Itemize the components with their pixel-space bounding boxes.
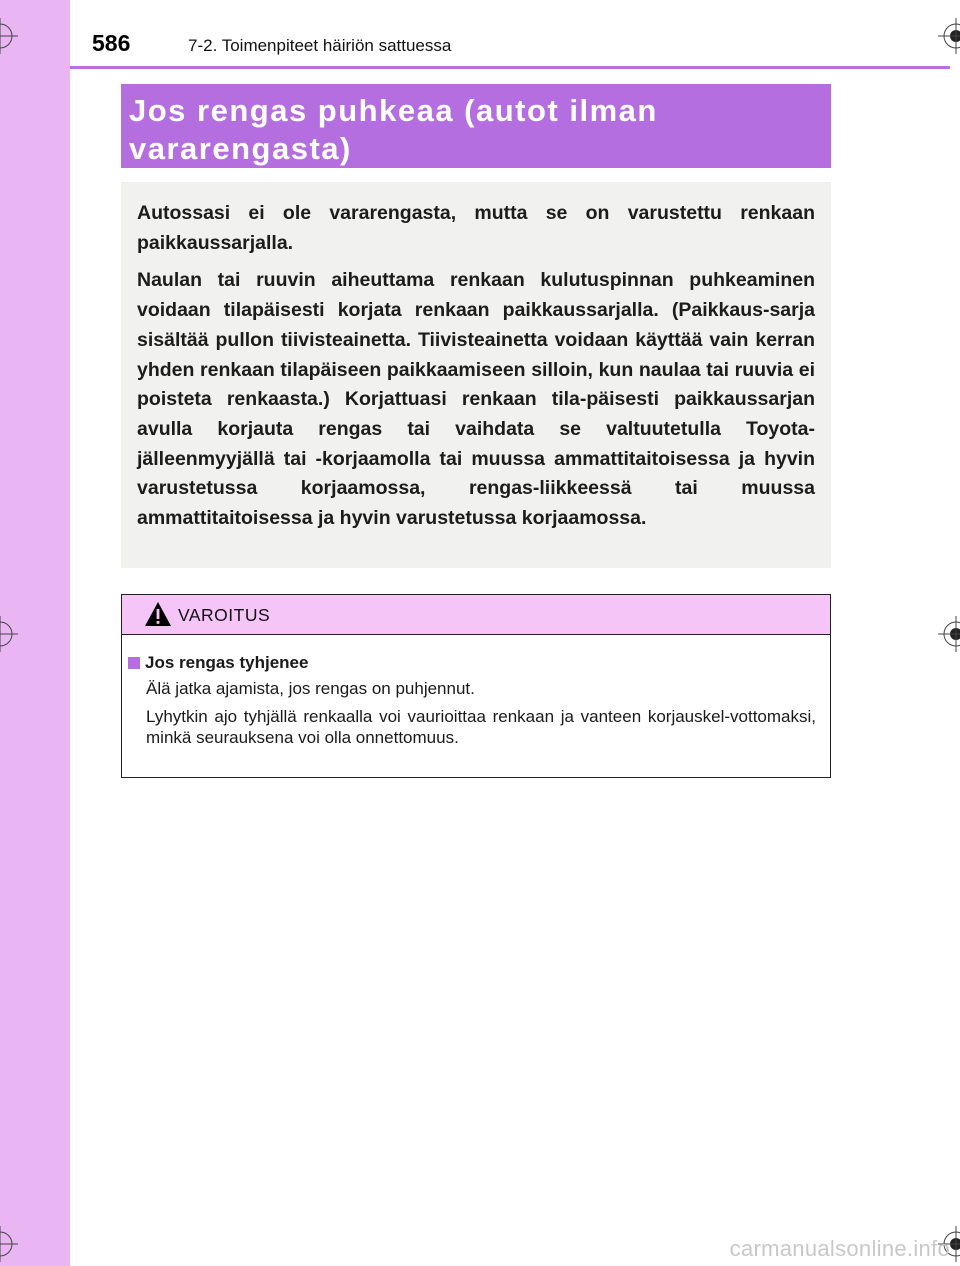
warning-subheading [128, 653, 816, 673]
registration-mark-icon [938, 616, 960, 652]
title-line-1: Jos rengas puhkeaa (autot ilman [129, 93, 658, 128]
registration-mark-icon [0, 18, 18, 54]
section-header: 7-2. Toimenpiteet häiriön sattuessa [188, 36, 452, 55]
intro-paragraph-2: Naulan tai ruuvin aiheuttama renkaan kulutuspinnan puhkeaminen voidaan tilapäisesti korjata renkaan paikkaussarjalla. (Paikkaus-sarja sisältää pullon tiivisteainetta. Tiivisteainetta voidaan käyttää vain kerran yhden renkaan tilapäiseen paikkaamiseen silloin, kun naulaa tai ruuvia ei poisteta renkaasta.) Korjattuasi renkaan tila-päisesti paikkaussarjan avulla korjauta rengas tai vaihdata se valtuutetulla Toyota-jälleenmyyjällä tai -korjaamolla tai muussa ammattitaitoisessa ja hyvin varustetussa korjaamossa, rengas-liikkeessä tai muussa ammattitaitoisessa ja hyvin varustetussa korjaamossa. [137, 269, 815, 530]
intro-box [121, 182, 831, 568]
registration-mark-icon [0, 616, 18, 652]
warning-box [121, 594, 831, 778]
warning-label: VAROITUS [178, 605, 271, 625]
warning-body [122, 635, 830, 749]
title-banner [121, 84, 831, 168]
registration-mark-icon [938, 18, 960, 54]
warning-subheading-text: Jos rengas tyhjenee [145, 653, 309, 672]
title-line-2: vararengasta) [129, 131, 352, 166]
header-divider [70, 66, 950, 69]
intro-paragraph-1: Autossasi ei ole vararengasta, mutta se on varustettu renkaan paikkaussarjalla. [137, 202, 815, 254]
warning-line-1: Älä jatka ajamista, jos rengas on puhjennut. [146, 679, 475, 698]
warning-header [122, 595, 830, 635]
warning-line-2: Lyhytkin ajo tyhjällä renkaalla voi vaurioittaa renkaan ja vanteen korjauskel-vottomaksi, minkä seurauksena voi olla onnettomuus. [146, 706, 816, 747]
watermark: carmanualsonline.info [729, 1236, 950, 1261]
warning-triangle-icon [144, 601, 172, 627]
square-bullet-icon [128, 657, 140, 669]
page-number: 586 [92, 30, 131, 56]
registration-mark-icon [0, 1226, 18, 1262]
